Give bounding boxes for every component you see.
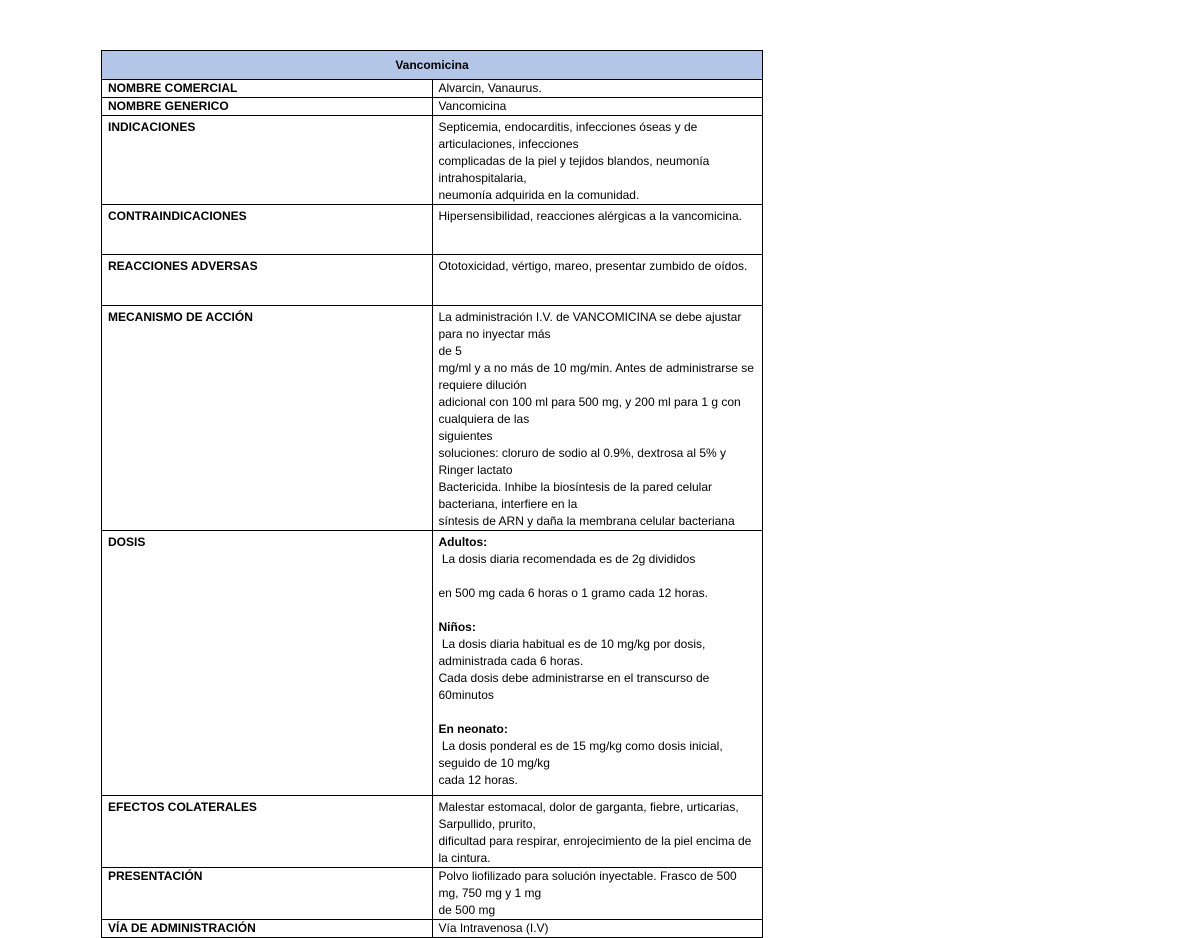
value-line: Septicemia, endocarditis, infecciones óseas y de articulaciones, infecciones bbox=[438, 120, 701, 151]
row-value bbox=[432, 205, 763, 255]
value-line: síntesis de ARN y daña la membrana celular bacteriana bbox=[438, 514, 735, 528]
value-line: de 500 mg bbox=[438, 903, 496, 917]
row-label: REACCIONES ADVERSAS bbox=[102, 255, 433, 306]
row-value bbox=[432, 80, 763, 98]
row-value bbox=[432, 796, 763, 868]
value-line: Ototoxicidad, vértigo, mareo, presentar zumbido de oídos. bbox=[438, 259, 748, 273]
table-title: Vancomicina bbox=[102, 51, 763, 80]
row-value bbox=[432, 116, 763, 205]
row-value bbox=[432, 531, 763, 796]
drug-sheet bbox=[101, 50, 763, 938]
table-row bbox=[102, 116, 763, 205]
row-label: EFECTOS COLATERALES bbox=[102, 796, 433, 868]
row-label: INDICACIONES bbox=[102, 116, 433, 205]
value-line: siguientes bbox=[438, 429, 493, 443]
dose-heading: Niños: bbox=[438, 620, 476, 634]
value-line: Bactericida. Inhibe la biosíntesis de la pared celular bacteriana, interfiere en la bbox=[438, 480, 716, 511]
value-line: La dosis ponderal es de 15 mg/kg como dosis inicial, seguido de 10 mg/kg bbox=[438, 739, 727, 770]
spacer bbox=[439, 602, 757, 619]
row-label: PRESENTACIÓN bbox=[102, 868, 433, 920]
value-line: cada 12 horas. bbox=[438, 773, 518, 787]
value-line: Hipersensibilidad, reacciones alérgicas a la vancomicina. bbox=[438, 209, 742, 223]
row-label: NOMBRE COMERCIAL bbox=[102, 80, 433, 98]
dose-heading: En neonato: bbox=[438, 722, 508, 736]
value-line: adicional con 100 ml para 500 mg, y 200 ml para 1 g con cualquiera de las bbox=[438, 395, 745, 426]
value-line: complicadas de la piel y tejidos blandos, neumonía intrahospitalaria, bbox=[438, 154, 713, 185]
value-line: mg/ml y a no más de 10 mg/min. Antes de administrarse se requiere dilución bbox=[438, 361, 758, 392]
table-row bbox=[102, 98, 763, 116]
table-row bbox=[102, 80, 763, 98]
drug-info-table bbox=[101, 50, 763, 938]
value-line: La dosis diaria habitual es de 10 mg/kg por dosis, administrada cada 6 horas. bbox=[438, 637, 709, 668]
value-line: Cada dosis debe administrarse en el transcurso de 60minutos bbox=[438, 671, 713, 702]
row-label: NOMBRE GENERICO bbox=[102, 98, 433, 116]
value-line: Alvarcin, Vanaurus. bbox=[438, 81, 542, 95]
row-value bbox=[432, 920, 763, 938]
row-label: CONTRAINDICACIONES bbox=[102, 205, 433, 255]
table-row bbox=[102, 531, 763, 796]
value-line: La administración I.V. de VANCOMICINA se debe ajustar para no inyectar más bbox=[438, 310, 745, 341]
table-row bbox=[102, 796, 763, 868]
row-value bbox=[432, 306, 763, 531]
value-line: La dosis diaria recomendada es de 2g divididos bbox=[438, 552, 696, 566]
value-line: neumonía adquirida en la comunidad. bbox=[438, 188, 640, 202]
table-row bbox=[102, 306, 763, 531]
value-line: soluciones: cloruro de sodio al 0.9%, dextrosa al 5% y Ringer lactato bbox=[438, 446, 730, 477]
title-row bbox=[102, 51, 763, 80]
row-label: VÍA DE ADMINISTRACIÓN bbox=[102, 920, 433, 938]
row-label: MECANISMO DE ACCIÓN bbox=[102, 306, 433, 531]
table-row bbox=[102, 255, 763, 306]
spacer bbox=[439, 568, 757, 585]
value-line: Polvo liofilizado para solución inyectable. Frasco de 500 mg, 750 mg y 1 mg bbox=[438, 869, 741, 900]
table-row bbox=[102, 868, 763, 920]
value-line: de 5 bbox=[438, 344, 462, 358]
table-row bbox=[102, 205, 763, 255]
spacer bbox=[439, 704, 757, 721]
row-value bbox=[432, 255, 763, 306]
row-label: DOSIS bbox=[102, 531, 433, 796]
value-line: Malestar estomacal, dolor de garganta, fiebre, urticarias, Sarpullido, prurito, bbox=[438, 800, 742, 831]
value-line: en 500 mg cada 6 horas o 1 gramo cada 12 horas. bbox=[438, 586, 709, 600]
value-line: Vía Intravenosa (I.V) bbox=[438, 921, 549, 935]
value-line: Vancomicina bbox=[438, 99, 507, 113]
table-row bbox=[102, 920, 763, 938]
row-value bbox=[432, 868, 763, 920]
row-value bbox=[432, 98, 763, 116]
dose-heading: Adultos: bbox=[438, 535, 488, 549]
value-line: dificultad para respirar, enrojecimiento de la piel encima de la cintura. bbox=[438, 834, 755, 865]
